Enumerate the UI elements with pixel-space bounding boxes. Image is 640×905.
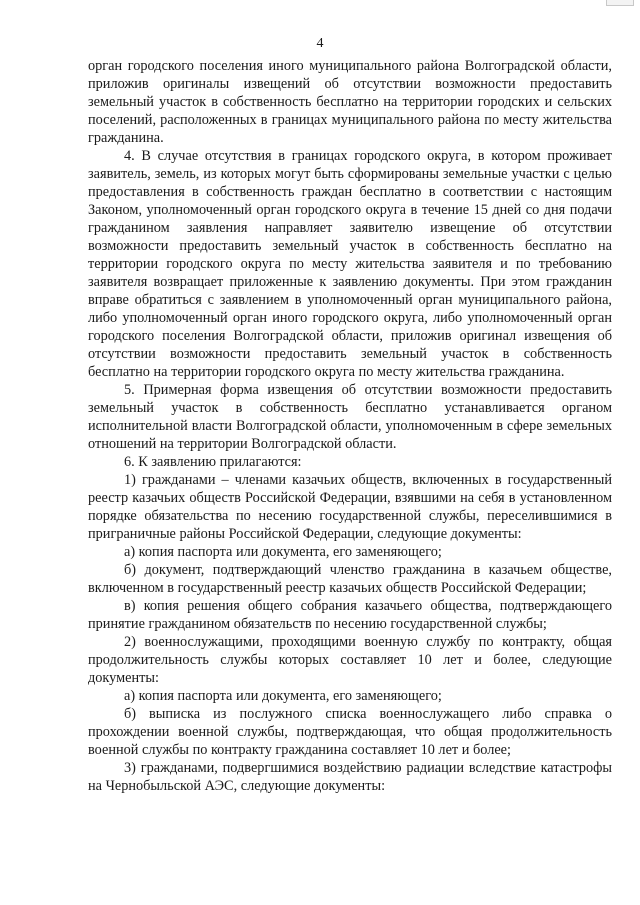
- subitem-1-cossacks: 1) гражданами – членами казачьих обществ, включенных в государственный реестр казачьих обществ Российской Федерации, взявшими на себя в установленном порядке обязательства по несению государственной службы, переселившимися в приграничные районы Российской Федерации, следующие документы:: [88, 472, 612, 542]
- subitem-3-chernobyl: 3) гражданами, подвергшимися воздействию радиации вследствие катастрофы на Чернобыльской АЭС, следующие документы:: [88, 760, 612, 794]
- paragraph-continuation: орган городского поселения иного муниципального района Волгоградской области, приложив оригиналы извещений об отсутствии возможности предоставить земельный участок в собственность бесплатно на территории городских и сельских поселений, расположенных в границах муниципального района по месту жительства гражданина.: [88, 58, 612, 146]
- document-body: [88, 57, 612, 795]
- subitem-2a: а) копия паспорта или документа, его заменяющего;: [124, 688, 442, 704]
- subitem-2-military: 2) военнослужащими, проходящими военную службу по контракту, общая продолжительность службы которых составляет 10 лет и более, следующие документы:: [88, 634, 612, 686]
- subitem-1a: а) копия паспорта или документа, его заменяющего;: [124, 544, 442, 560]
- scan-corner-mark: [606, 0, 634, 6]
- subitem-1v: в) копия решения общего собрания казачьего общества, подтверждающего принятие гражданином обязательств по несению государственной службы;: [88, 598, 612, 632]
- page-number: 4: [316, 36, 324, 51]
- paragraph-item-5: 5. Примерная форма извещения об отсутствии возможности предоставить земельный участок в собственность бесплатно устанавливается органом исполнительной власти Волгоградской области, уполномоченным в сфере земельных отношений на территории Волгоградской области.: [88, 382, 612, 452]
- subitem-2b: б) выписка из послужного списка военнослужащего либо справка о прохождении военной службы, подтверждающая, что общая продолжительность военной службы по контракту гражданина составляет 10 лет и более;: [88, 706, 612, 758]
- paragraph-item-4: 4. В случае отсутствия в границах городского округа, в котором проживает заявитель, земель, из которых могут быть сформированы земельные участки с целью предоставления в собственность граждан бесплатно в соответствии с настоящим Законом, уполномоченный орган городского округа в течение 15 дней со дня подачи гражданином заявления направляет заявителю извещение об отсутствии возможности предоставить земельный участок в собственность бесплатно на территории городского округа по месту жительства заявителя и по требованию заявителя возвращает приложенные к заявлению документы. При этом гражданин вправе обратиться с заявлением в уполномоченный орган муниципального района, либо уполномоченный орган иного городского округа, либо уполномоченный орган городского поселения Волгоградской области, приложив оригинал извещения об отсутствии возможности предоставить земельный участок в собственность бесплатно на территории городского округа по месту жительства гражданина.: [88, 148, 612, 380]
- paragraph-item-6: 6. К заявлению прилагаются:: [124, 454, 302, 470]
- subitem-1b: б) документ, подтверждающий членство гражданина в казачьем обществе, включенном в государственный реестр казачьих обществ Российской Федерации;: [88, 562, 612, 596]
